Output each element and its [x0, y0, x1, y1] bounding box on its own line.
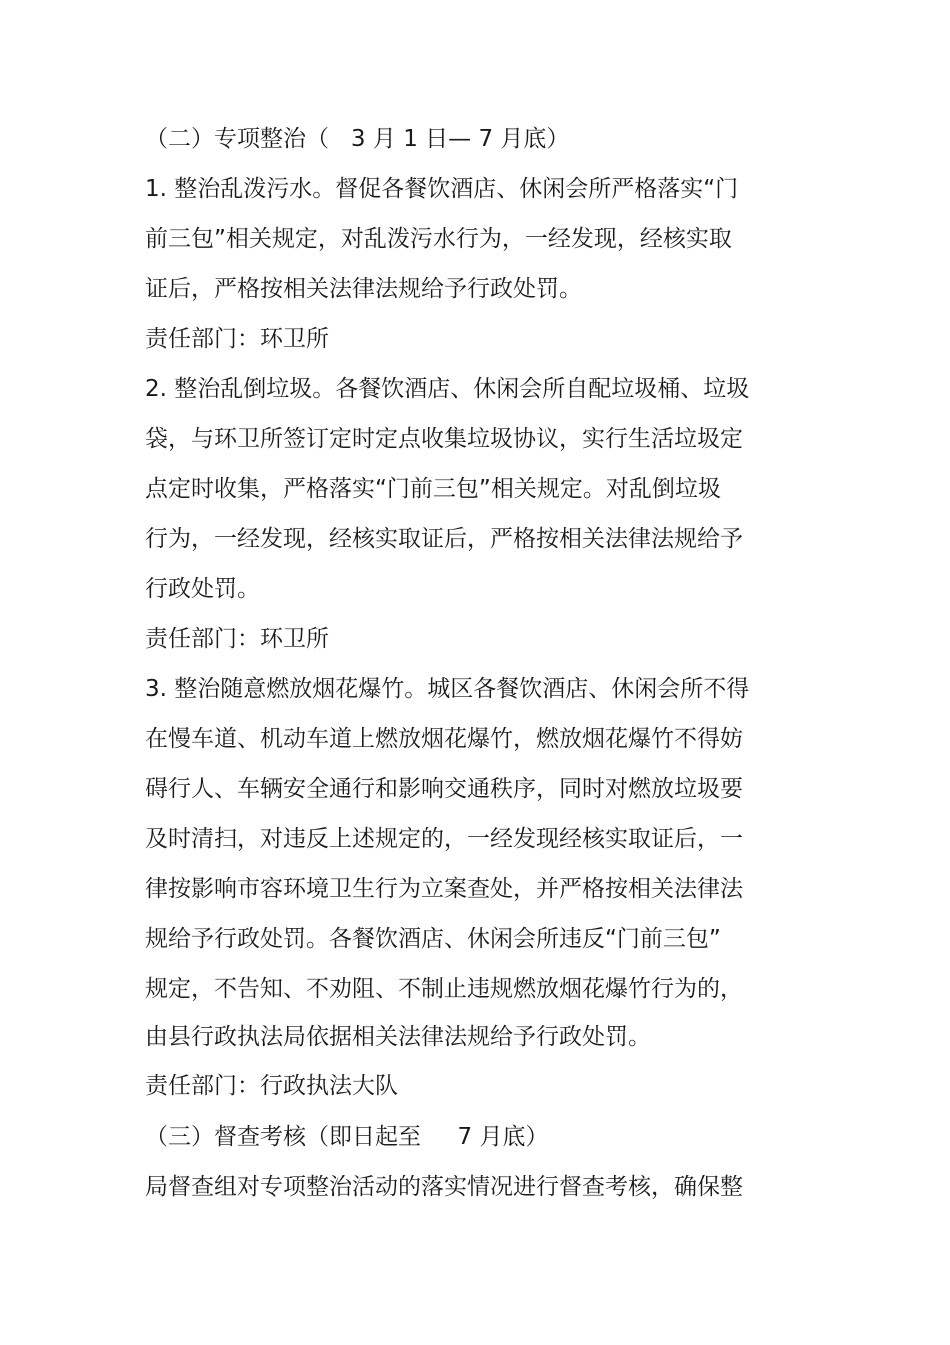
paragraph-line: 行为，一经发现，经核实取证后，严格按相关法律法规给予: [145, 526, 743, 552]
section-heading-special-rectification: （二）专项整治（ 3 月 1 日— 7 月底）: [145, 126, 570, 152]
paragraph-line: 由县行政执法局依据相关法律法规给予行政处罚。: [145, 1024, 651, 1050]
paragraph-line: 及时清扫，对违反上述规定的，一经发现经核实取证后，一: [145, 826, 743, 852]
paragraph-line: 前三包”相关规定，对乱泼污水行为，一经发现，经核实取: [145, 226, 732, 252]
paragraph-line: 碍行人、车辆安全通行和影响交通秩序，同时对燃放垃圾要: [145, 776, 743, 802]
paragraph-line: 3. 整治随意燃放烟花爆竹。城区各餐饮酒店、休闲会所不得: [145, 676, 750, 702]
responsible-department: 责任部门：行政执法大队: [145, 1073, 398, 1099]
paragraph-line: 袋，与环卫所签订定时定点收集垃圾协议，实行生活垃圾定: [145, 426, 743, 452]
paragraph-line: 规给予行政处罚。各餐饮酒店、休闲会所违反“门前三包”: [145, 926, 721, 952]
paragraph-line: 规定，不告知、不劝阻、不制止违规燃放烟花爆竹行为的，: [145, 976, 743, 1002]
responsible-department: 责任部门：环卫所: [145, 326, 329, 352]
paragraph-line: 局督查组对专项整治活动的落实情况进行督查考核，确保整: [145, 1174, 743, 1200]
paragraph-line: 证后，严格按相关法律法规给予行政处罚。: [145, 276, 582, 302]
paragraph-line: 2. 整治乱倒垃圾。各餐饮酒店、休闲会所自配垃圾桶、垃圾: [145, 376, 750, 402]
paragraph-line: 在慢车道、机动车道上燃放烟花爆竹，燃放烟花爆竹不得妨: [145, 726, 743, 752]
section-heading-inspection: （三）督查考核（即日起至 7 月底）: [145, 1124, 549, 1150]
paragraph-line: 1. 整治乱泼污水。督促各餐饮酒店、休闲会所严格落实“门: [145, 176, 739, 202]
paragraph-line: 行政处罚。: [145, 576, 260, 602]
paragraph-line: 点定时收集，严格落实“门前三包”相关规定。对乱倒垃圾: [145, 476, 721, 502]
responsible-department: 责任部门：环卫所: [145, 626, 329, 652]
paragraph-line: 律按影响市容环境卫生行为立案查处，并严格按相关法律法: [145, 876, 743, 902]
